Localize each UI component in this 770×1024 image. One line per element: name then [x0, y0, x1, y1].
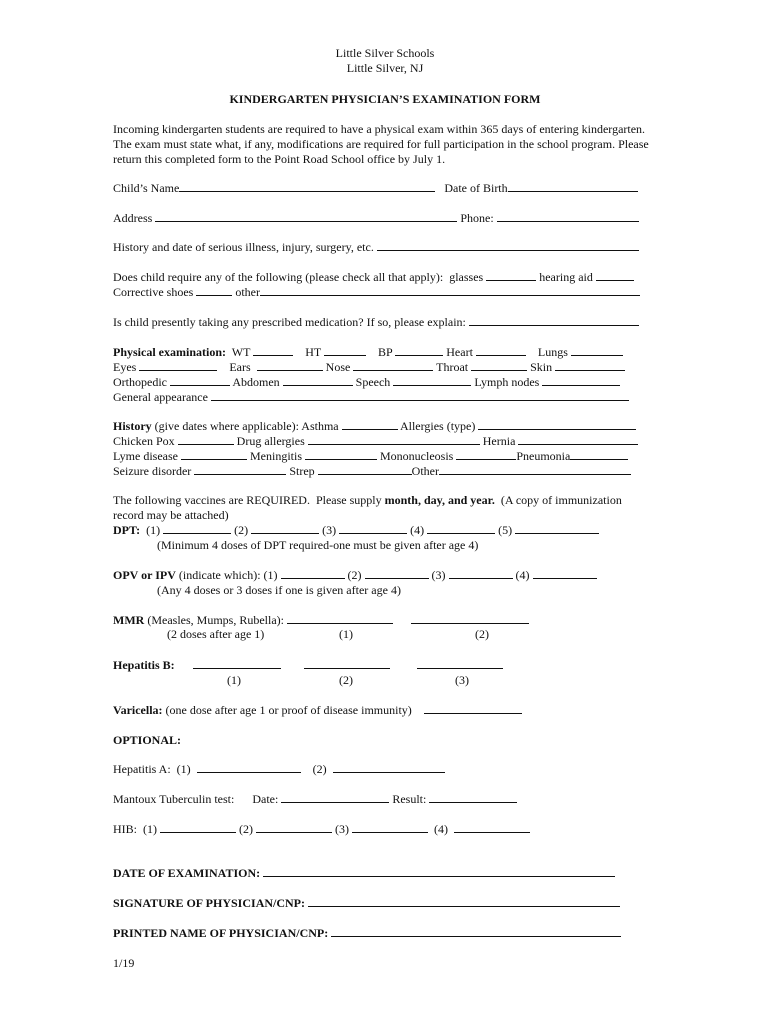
- hearing-aid-field[interactable]: [596, 270, 634, 281]
- mono-field[interactable]: [456, 449, 516, 460]
- hib-n1: (1): [143, 822, 157, 836]
- history-label: History: [113, 419, 152, 433]
- hepa-dose-2-field[interactable]: [333, 762, 445, 773]
- general-label: General appearance: [113, 390, 208, 404]
- printed-name-row: [113, 926, 621, 941]
- history-row-1: [113, 419, 636, 434]
- throat-label: Throat: [436, 360, 469, 374]
- other-label: other: [235, 285, 260, 299]
- hepa-row: [113, 762, 445, 777]
- varicella-label: Varicella:: [113, 703, 163, 717]
- hib-dose-2-field[interactable]: [256, 822, 332, 833]
- mmr-dose-1-field[interactable]: [287, 613, 393, 624]
- opv-row: [113, 568, 597, 583]
- phone-field[interactable]: [497, 211, 639, 222]
- other-field[interactable]: [260, 285, 640, 296]
- glasses-field[interactable]: [486, 270, 536, 281]
- dpt-label: DPT:: [113, 523, 141, 537]
- signature-label: SIGNATURE OF PHYSICIAN/CNP:: [113, 896, 306, 910]
- hib-dose-3-field[interactable]: [352, 822, 428, 833]
- speech-field[interactable]: [393, 375, 471, 386]
- hepb-dose-3-field[interactable]: [417, 658, 503, 673]
- hepa-dose-1-field[interactable]: [197, 762, 301, 773]
- hernia-label: Hernia: [482, 434, 516, 448]
- requires-row: [113, 270, 634, 285]
- dpt-n1: (1): [146, 523, 161, 537]
- hib-n4: (4): [434, 822, 448, 836]
- address-field[interactable]: [155, 211, 457, 222]
- drug-allergies-field[interactable]: [308, 434, 480, 445]
- illness-history-row: [113, 240, 639, 255]
- opv-note: (Any 4 doses or 3 doses if one is given after age 4): [157, 583, 401, 597]
- mantoux-result-label: Result:: [392, 792, 427, 806]
- medication-row: [113, 315, 639, 330]
- dob-field[interactable]: [508, 181, 638, 192]
- child-name-field[interactable]: [179, 181, 435, 192]
- hib-n2: (2): [239, 822, 253, 836]
- history-other-label: Other: [411, 464, 439, 478]
- opv-n1: (1): [263, 568, 278, 582]
- eyes-field[interactable]: [139, 360, 217, 371]
- printed-name-field[interactable]: [331, 926, 621, 937]
- strep-field[interactable]: [318, 464, 412, 475]
- history-other-field[interactable]: [439, 464, 631, 475]
- hib-dose-1-field[interactable]: [160, 822, 236, 833]
- vaccines-intro-d: record may be attached): [113, 508, 229, 522]
- address-label: Address: [113, 211, 153, 225]
- asthma-field[interactable]: [342, 419, 398, 430]
- date-exam-label: DATE OF EXAMINATION:: [113, 866, 261, 880]
- corrective-shoes-label: Corrective shoes: [113, 285, 194, 299]
- hepb-label: [113, 658, 175, 673]
- opv-dose-3-field[interactable]: [449, 568, 513, 579]
- dpt-row: [113, 523, 599, 538]
- dob-label: Date of Birth: [444, 181, 508, 195]
- history-row-3: [113, 449, 628, 464]
- dpt-n3: (3): [322, 523, 337, 537]
- vaccines-intro-c: (A copy of immunization: [494, 493, 622, 507]
- optional-label: OPTIONAL:: [113, 733, 182, 747]
- dpt-dose-4-field[interactable]: [427, 523, 495, 534]
- hib-dose-4-field[interactable]: [454, 822, 530, 833]
- requires-label: Does child require any of the following (please check all that apply): glasses: [113, 270, 484, 284]
- opv-dose-4-field[interactable]: [533, 568, 597, 579]
- seizure-field[interactable]: [194, 464, 286, 475]
- opv-n2: (2): [347, 568, 362, 582]
- physical-row-2: [113, 360, 625, 375]
- mantoux-date-field[interactable]: [281, 792, 389, 803]
- signature-field[interactable]: [308, 896, 620, 907]
- hernia-field[interactable]: [518, 434, 638, 445]
- mantoux-result-field[interactable]: [429, 792, 517, 803]
- history-row-2: [113, 434, 638, 449]
- dpt-note: (Minimum 4 doses of DPT required-one must be given after age 4): [157, 538, 479, 552]
- chickenpox-label: Chicken Pox: [113, 434, 175, 448]
- wt-field[interactable]: [253, 345, 293, 356]
- school-town: Little Silver, NJ: [346, 61, 424, 75]
- mantoux-date-label: Date:: [252, 792, 279, 806]
- seizure-label: Seizure disorder: [113, 464, 192, 478]
- dpt-dose-1-field[interactable]: [163, 523, 231, 534]
- heart-label: Heart: [446, 345, 473, 359]
- phone-label: Phone:: [460, 211, 494, 225]
- ht-field[interactable]: [324, 345, 366, 356]
- heart-field[interactable]: [476, 345, 526, 356]
- varicella-row: [113, 703, 522, 718]
- dpt-dose-3-field[interactable]: [339, 523, 407, 534]
- hib-row: [113, 822, 530, 837]
- page-number: 1/19: [113, 956, 135, 970]
- strep-label: Strep: [289, 464, 315, 478]
- date-exam-field[interactable]: [263, 866, 615, 877]
- mantoux-label: Mantoux Tuberculin test:: [113, 792, 235, 806]
- ears-label: Ears: [229, 360, 251, 374]
- skin-label: Skin: [530, 360, 553, 374]
- abdomen-field[interactable]: [283, 375, 353, 386]
- bp-field[interactable]: [395, 345, 443, 356]
- mmr-n1: (1): [339, 627, 353, 641]
- skin-field[interactable]: [555, 360, 625, 371]
- abdomen-label: Abdomen: [232, 375, 280, 389]
- opv-dose-2-field[interactable]: [365, 568, 429, 579]
- physical-row-4: [113, 390, 629, 405]
- hepa-n1: (1): [176, 762, 191, 776]
- eyes-label: Eyes: [113, 360, 137, 374]
- hib-n3: (3): [335, 822, 349, 836]
- mmr-note: (2 doses after age 1): [167, 627, 265, 641]
- opv-which: (indicate which):: [178, 568, 261, 582]
- meningitis-field[interactable]: [305, 449, 377, 460]
- mmr-dose-2-field[interactable]: [411, 613, 529, 624]
- bp-label: BP: [378, 345, 393, 359]
- intro-paragraph: Incoming kindergarten students are required to have a physical exam within 365 days of entering kindergarten. The exam must state what, if any, modifications are required for full participation in the school program. Please return this completed form to the Point Road School office by July 1.: [113, 122, 649, 166]
- orthopedic-field[interactable]: [170, 375, 230, 386]
- general-field[interactable]: [211, 390, 629, 401]
- medication-field[interactable]: [469, 315, 639, 326]
- varicella-field[interactable]: [424, 703, 522, 714]
- asthma-label: (give dates where applicable): Asthma: [154, 419, 339, 433]
- varicella-note: (one dose after age 1 or proof of disease immunity): [165, 703, 412, 717]
- dpt-n2: (2): [234, 523, 249, 537]
- illness-history-label: History and date of serious illness, injury, surgery, etc.: [113, 240, 374, 254]
- lymph-field[interactable]: [542, 375, 620, 386]
- hib-label: HIB:: [113, 822, 137, 836]
- corrective-shoes-field[interactable]: [196, 285, 232, 296]
- date-exam-row: [113, 866, 615, 881]
- mono-label: Mononucleosis: [380, 449, 454, 463]
- dpt-n4: (4): [410, 523, 425, 537]
- mmr-label: MMR: [113, 613, 145, 627]
- lungs-label: Lungs: [537, 345, 568, 359]
- vaccines-intro-b: month, day, and year.: [384, 493, 495, 507]
- opv-n3: (3): [431, 568, 446, 582]
- mmr-n2: (2): [475, 627, 489, 641]
- vaccines-intro-a: The following vaccines are REQUIRED. Please supply: [113, 493, 382, 507]
- throat-field[interactable]: [471, 360, 527, 371]
- lungs-field[interactable]: [571, 345, 623, 356]
- hepb-label-text: Hepatitis B:: [113, 658, 175, 672]
- history-row-4: [113, 464, 631, 479]
- physical-row-1: [113, 345, 623, 360]
- nose-field[interactable]: [353, 360, 433, 371]
- mmr-which: (Measles, Mumps, Rubella):: [147, 613, 284, 627]
- hepb-n2: (2): [339, 673, 353, 687]
- opv-label: OPV or IPV: [113, 568, 176, 582]
- ht-label: HT: [305, 345, 322, 359]
- chickenpox-field[interactable]: [178, 434, 234, 445]
- hearing-aid-label: hearing aid: [539, 270, 593, 284]
- allergies-field[interactable]: [478, 419, 636, 430]
- hepb-dose-2-field[interactable]: [304, 658, 390, 673]
- nose-label: Nose: [325, 360, 351, 374]
- form-title: KINDERGARTEN PHYSICIAN’S EXAMINATION FORM: [229, 92, 541, 106]
- ears-field[interactable]: [257, 360, 323, 371]
- pneumonia-field[interactable]: [570, 449, 628, 460]
- printed-name-label: PRINTED NAME OF PHYSICIAN/CNP:: [113, 926, 329, 940]
- mmr-row: [113, 613, 529, 628]
- opv-n4: (4): [515, 568, 530, 582]
- dpt-dose-5-field[interactable]: [515, 523, 599, 534]
- speech-label: Speech: [355, 375, 391, 389]
- drug-allergies-label: Drug allergies: [236, 434, 305, 448]
- hepa-label: Hepatitis A:: [113, 762, 171, 776]
- opv-dose-1-field[interactable]: [281, 568, 345, 579]
- physical-label: Physical examination:: [113, 345, 226, 359]
- wt-label: WT: [231, 345, 251, 359]
- shoes-row: [113, 285, 640, 300]
- meningitis-label: Meningitis: [249, 449, 302, 463]
- hepa-n2: (2): [312, 762, 327, 776]
- lyme-label: Lyme disease: [113, 449, 178, 463]
- medication-label: Is child presently taking any prescribed medication? If so, please explain:: [113, 315, 466, 329]
- allergies-label: Allergies (type): [399, 419, 476, 433]
- hepb-n3: (3): [455, 673, 469, 687]
- hepb-dose-1-field[interactable]: [193, 658, 281, 673]
- lymph-label: Lymph nodes: [474, 375, 540, 389]
- lyme-field[interactable]: [181, 449, 247, 460]
- pneumonia-label: Pneumonia: [516, 449, 571, 463]
- child-name-label: Child’s Name: [113, 181, 180, 195]
- mantoux-row: [113, 792, 517, 807]
- orthopedic-label: Orthopedic: [113, 375, 167, 389]
- illness-history-field[interactable]: [377, 240, 639, 251]
- physical-row-3: [113, 375, 620, 390]
- child-name-row: [113, 181, 638, 196]
- address-row: [113, 211, 639, 226]
- school-name: Little Silver Schools: [335, 46, 435, 60]
- hepb-n1: (1): [227, 673, 241, 687]
- vaccines-intro: [113, 493, 622, 508]
- dpt-dose-2-field[interactable]: [251, 523, 319, 534]
- dpt-n5: (5): [498, 523, 513, 537]
- signature-row: [113, 896, 620, 911]
